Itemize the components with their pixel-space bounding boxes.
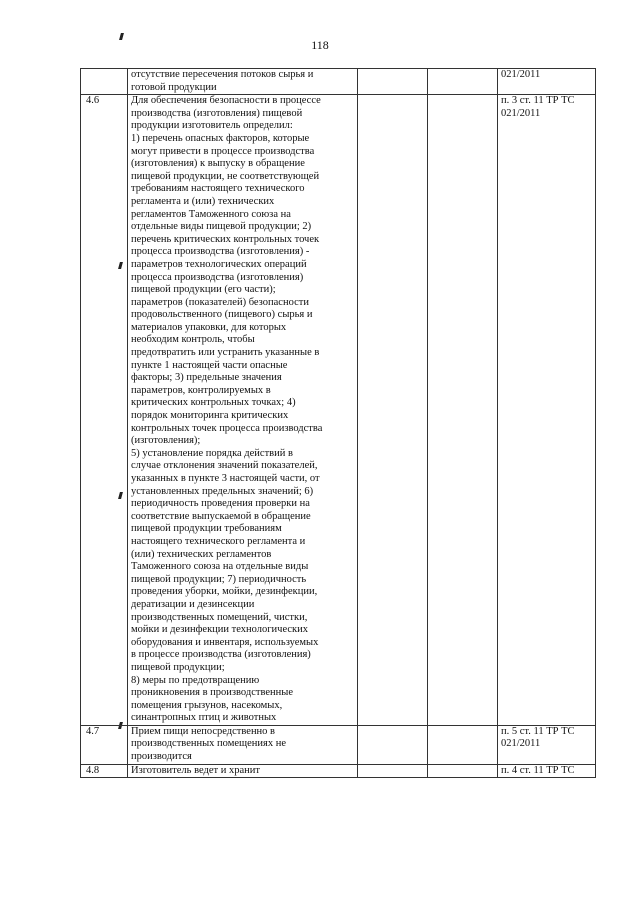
item-number: 4.7	[81, 725, 128, 764]
table-row	[81, 725, 596, 764]
regulation-reference: п. 5 ст. 11 ТР ТС 021/2011	[498, 725, 596, 764]
empty-cell	[358, 69, 428, 95]
requirement-text: отсутствие пересечения потоков сырья и готовой продукции	[128, 69, 358, 95]
empty-cell	[428, 95, 498, 726]
page-number: 118	[311, 38, 329, 52]
requirements-table	[80, 68, 596, 778]
empty-cell	[428, 725, 498, 764]
empty-cell	[358, 725, 428, 764]
table-row	[81, 69, 596, 95]
empty-cell	[358, 95, 428, 726]
empty-cell	[428, 69, 498, 95]
item-number: 4.8	[81, 764, 128, 778]
requirement-text: Для обеспечения безопасности в процессе производства (изготовления) пищевой продукции изготовитель определил: 1) перечень опасных факторов, которые могут привести в процессе производства (изготовления) к выпуску в обращение пищевой продукции, не соответствующей требованиям настоящего технического регламента и (или) технических регламентов Таможенного союза на отдельные виды пищевой продукции; 2) перечень критических контрольных точек процесса производства (изготовления) - параметров технологических операций процесса производства (изготовления) пищевой продукции (его части); параметров (показателей) безопасности продовольственного (пищевого) сырья и материалов упаковки, для которых необходим контроль, чтобы предотвратить или устранить указанные в пункте 1 настоящей части опасные факторы; 3) предельные значения параметров, контролируемых в критических контрольных точках; 4) порядок мониторинга критических контрольных точек процесса производства (изготовления); 5) установление порядка действий в случае отклонения значений показателей, указанных в пункте 3 настоящей части, от установленных предельных значений; 6) периодичность проведения проверки на соответствие выпускаемой в обращение пищевой продукции требованиям настоящего технического регламента и (или) технических регламентов Таможенного союза на отдельные виды пищевой продукции; 7) периодичность проведения уборки, мойки, дезинфекции, дератизации и дезинсекции производственных помещений, чистки, мойки и дезинфекции технологических оборудования и инвентаря, используемых в процессе производства (изготовления) пищевой продукции; 8) меры по предотвращению проникновения в производственные помещения грызунов, насекомых, синантропных птиц и животных	[128, 95, 358, 726]
regulation-reference: п. 3 ст. 11 ТР ТС 021/2011	[498, 95, 596, 726]
requirement-text: Изготовитель ведет и хранит	[128, 764, 358, 778]
regulation-reference: 021/2011	[498, 69, 596, 95]
item-number: 4.6	[81, 95, 128, 726]
table-row	[81, 764, 596, 778]
requirement-text: Прием пищи непосредственно в производственных помещениях не производится	[128, 725, 358, 764]
empty-cell	[428, 764, 498, 778]
regulation-reference: п. 4 ст. 11 ТР ТС	[498, 764, 596, 778]
table-row	[81, 95, 596, 726]
item-number	[81, 69, 128, 95]
empty-cell	[358, 764, 428, 778]
